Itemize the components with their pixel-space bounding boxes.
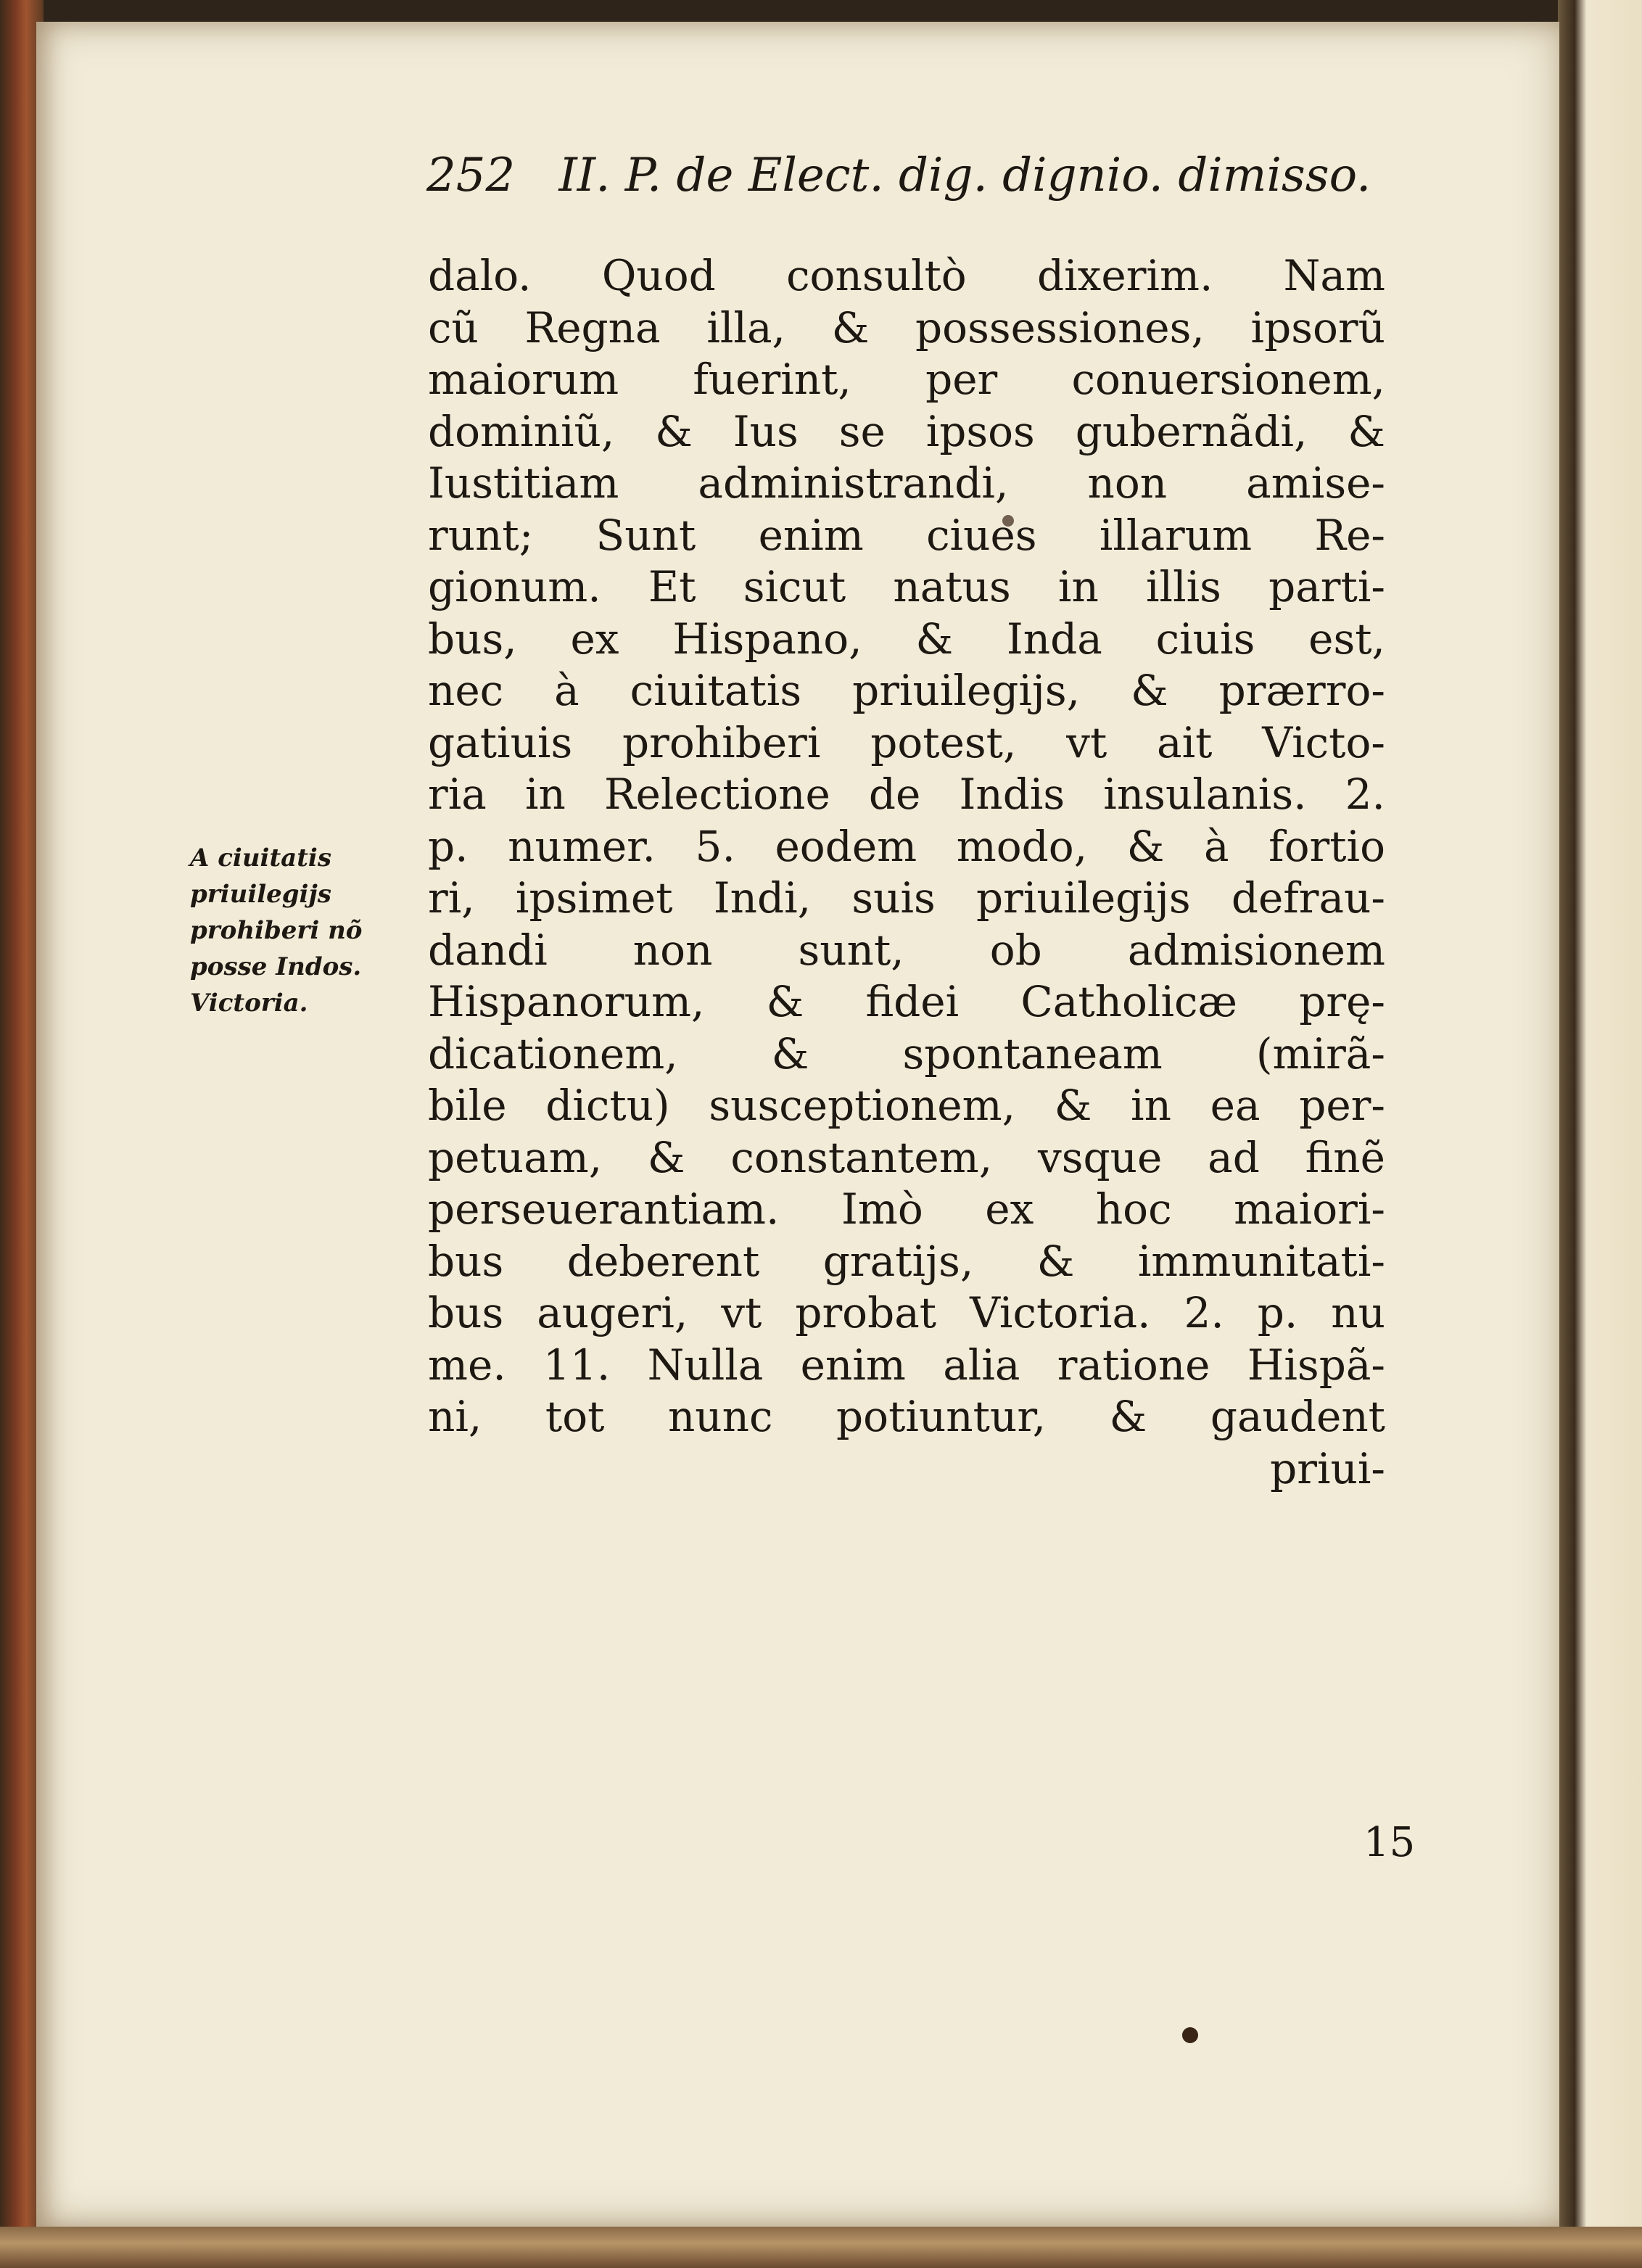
text-line: ria in Relectione de Indis insulanis. 2. (428, 770, 1385, 819)
book-bottom-edge (0, 2227, 1642, 2268)
text-line: dominiũ, & Ius se ipsos gubernãdi, & (428, 406, 1385, 456)
text-line: me. 11. Nulla enim alia ratione Hispã- (428, 1340, 1385, 1390)
text-line: bus, ex Hispano, & Inda ciuis est, (428, 614, 1385, 664)
catchword: priui- (1270, 1443, 1385, 1493)
marginal-note (190, 840, 422, 1021)
running-header (426, 149, 1398, 214)
text-line: p. numer. 5. eodem modo, & à fortio (428, 821, 1385, 871)
marginal-note-line: priuilegijs (190, 880, 331, 909)
text-line: Iustitiam administrandi, non amise- (428, 458, 1385, 508)
text-line: nec à ciuitatis priuilegijs, & prærro- (428, 666, 1385, 715)
text-line: bile dictu) susceptionem, & in ea per- (428, 1081, 1385, 1130)
text-line: gatiuis prohiberi potest, vt ait Victo- (428, 717, 1385, 767)
body-text (428, 250, 1385, 1495)
marginal-note-line: posse Indos. (190, 952, 362, 981)
text-line: ni, tot nunc potiuntur, & gaudent (428, 1392, 1385, 1441)
marginal-number: 15 (1363, 1819, 1416, 1866)
text-line: perseuerantiam. Imò ex hoc maiori- (428, 1184, 1385, 1234)
text-line: ri, ipsimet Indi, suis priuilegijs defrau- (428, 873, 1385, 923)
facing-page-edge (1558, 0, 1642, 2268)
text-line: dandi non sunt, ob admisionem (428, 925, 1385, 975)
text-line: dicationem, & spontaneam (mirã- (428, 1028, 1385, 1079)
text-line: gionum. Et sicut natus in illis parti- (428, 562, 1385, 611)
marginal-note-line: Victoria. (190, 989, 308, 1018)
marginal-note-line: prohiberi nõ (190, 916, 363, 945)
text-line: bus deberent gratijs, & immunitati- (428, 1236, 1385, 1286)
text-line: dalo. Quod consultò dixerim. Nam (428, 251, 1385, 300)
running-title: II. P. de Elect. dig. dignio. dimisso. (558, 149, 1371, 202)
text-line: maiorum fuerint, per conuersionem, (428, 355, 1385, 404)
text-line: bus augeri, vt probat Victoria. 2. p. nu (428, 1288, 1385, 1337)
text-line: Hispanorum, & fidei Catholicæ prę- (428, 977, 1385, 1026)
page-number: 252 (426, 149, 516, 202)
text-line: petuam, & constantem, vsque ad finẽ (428, 1132, 1385, 1182)
ink-spot (1182, 2027, 1198, 2043)
marginal-note-line: A ciuitatis (190, 844, 331, 873)
text-line: runt; Sunt enim ciues illarum Re- (428, 510, 1385, 560)
text-line: cũ Regna illa, & possessiones, ipsorũ (428, 302, 1385, 352)
